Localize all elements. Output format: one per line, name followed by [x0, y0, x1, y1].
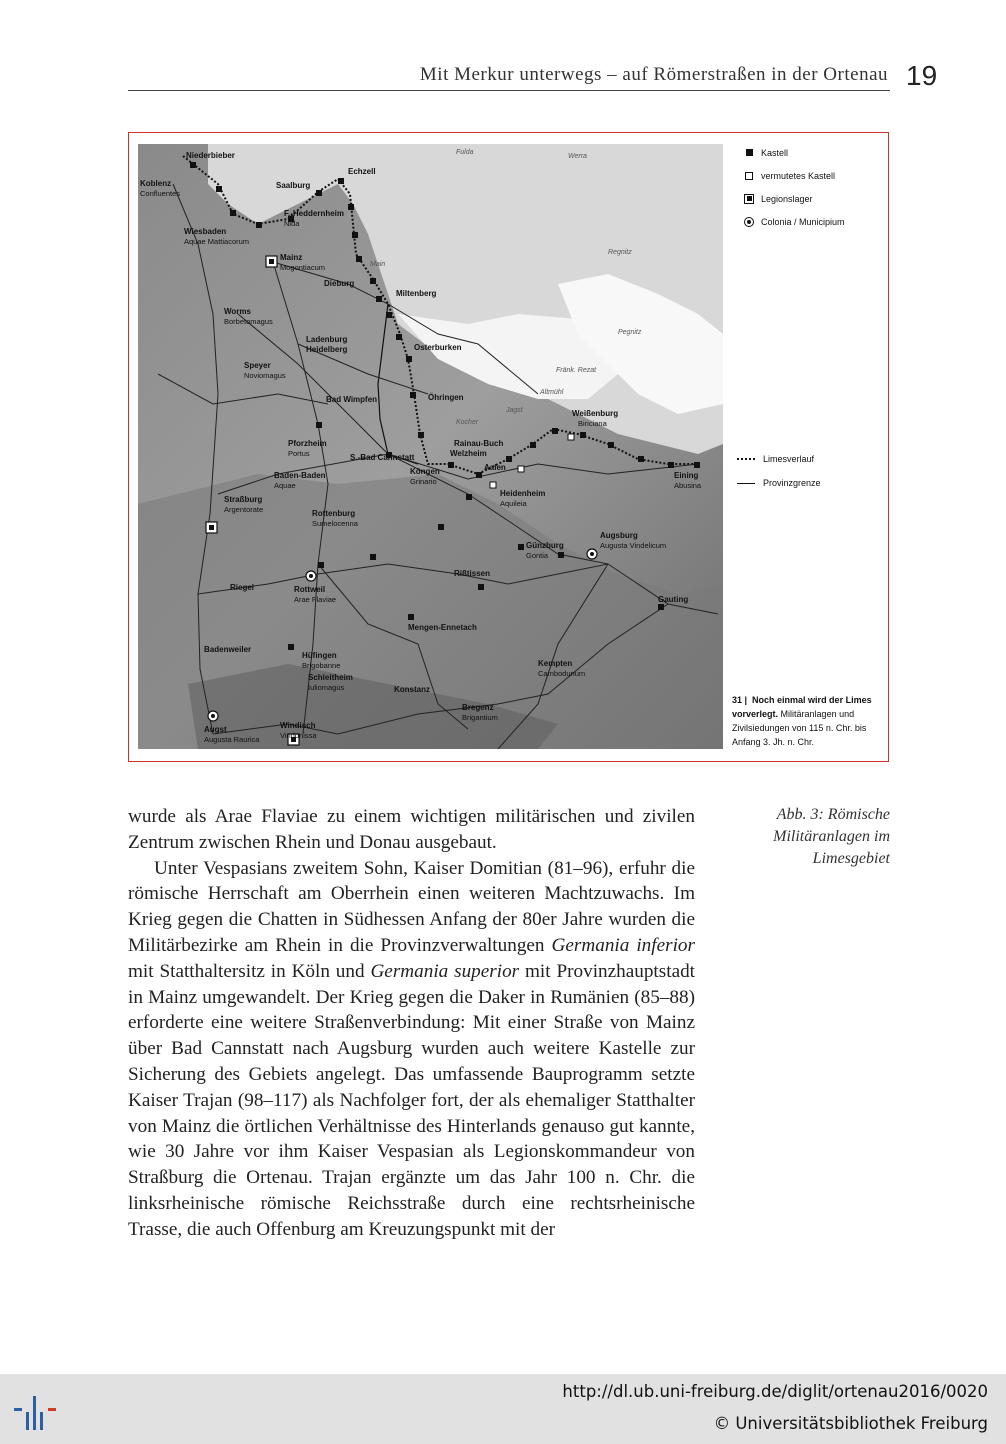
- place-label-latin: Grinario: [410, 477, 437, 486]
- river-label-werra: Werra: [568, 153, 587, 160]
- place-label-latin: Aquae: [274, 481, 296, 490]
- place-label: F.-Heddernheim: [284, 209, 345, 218]
- place-label: S.-Bad Cannstatt: [350, 453, 415, 462]
- legend-item-colonia: [741, 210, 881, 233]
- paragraph-text: mit Provinzhauptstadt in Mainz umgewandelt. Der Krieg gegen die Daker in Rumänien (85–88) erforderte eine weitere Straßenverbindung: Mit einer Straße von Mainz über Bad Cannstatt nach Augsburg wurden auch weitere Kastelle zur Sicherung des Gebiets angelegt. Das umfassende Bauprogramm setzte Kaiser Trajan (98–117) als Nachfolger fort, der als ehemaliger Statthalter von Mainz die örtlichen Verhältnisse des Hinterlands genauso gut kannte, wie 30 Jahre vor ihm Kaiser Vespasian als Legionskommandeur von Straßburg die Ortenau. Trajan ergänzte um das Jahr 100 n. Chr. die linksrheinische römische Reichsstraße durch eine rechtsrheinische Trasse, die auch Offenburg am Kreuzungspunkt mit der: [128, 960, 696, 1240]
- place-label-latin: Aquileia: [500, 499, 527, 508]
- map-figure: [128, 132, 889, 762]
- place-label: Badenweiler: [204, 645, 252, 654]
- river-label-pegnitz: Pegnitz: [618, 329, 642, 336]
- river-label-altmuehl: Altmühl: [540, 389, 564, 396]
- place-label-latin: Mogontiacum: [280, 263, 326, 272]
- river-label-kocher: Kocher: [456, 419, 479, 426]
- ub-freiburg-logo-icon: [12, 1386, 64, 1434]
- side-caption-line: Militäranlagen im: [773, 828, 890, 845]
- place-label: Mainz: [280, 253, 303, 262]
- legend-label: Limesverlauf: [763, 454, 815, 464]
- italic-term: Germania superior: [370, 960, 520, 982]
- place-label-latin: Iuliomagus: [308, 683, 345, 692]
- footer-bar: [0, 1374, 1006, 1444]
- place-label: Rißtissen: [454, 569, 491, 578]
- paragraph-text: mit Statthaltersitz in Köln und: [128, 960, 371, 982]
- place-label-latin: Noviomagus: [244, 371, 286, 380]
- river-label-regnitz: Regnitz: [608, 249, 632, 256]
- river-label-fulda: Fulda: [456, 149, 474, 156]
- legend-item-vermutetes-kastell: [741, 164, 881, 187]
- place-label: Pforzheim: [288, 439, 327, 448]
- map-legend: [741, 141, 881, 233]
- place-label-latin: Aquae Mattiacorum: [184, 237, 250, 246]
- place-label: Wiesbaden: [184, 227, 227, 236]
- open-square-icon: [741, 172, 757, 180]
- filled-square-icon: [741, 149, 757, 156]
- solid-line-icon: [737, 483, 755, 484]
- place-label: Heidenheim: [500, 489, 546, 498]
- place-label: Saalburg: [276, 181, 311, 190]
- place-label-latin: Vindonissa: [280, 731, 317, 740]
- side-caption-line: Limesgebiet: [812, 850, 890, 867]
- place-label: Welzheim: [450, 449, 487, 458]
- place-label: Bad Wimpfen: [326, 395, 378, 404]
- place-label: Weißenburg: [572, 409, 619, 418]
- place-label: Baden-Baden: [274, 471, 326, 480]
- place-label: Ladenburg: [306, 335, 348, 344]
- place-label: Schleitheim: [308, 673, 353, 682]
- legend-item-legionslager: [741, 187, 881, 210]
- place-label-latin: Brigantium: [462, 713, 498, 722]
- place-label: Dieburg: [324, 279, 355, 288]
- legend-label: Legionslager: [761, 193, 813, 204]
- dotted-line-icon: [737, 458, 755, 460]
- legend-item-limesverlauf: [737, 447, 877, 471]
- place-label: Kempten: [538, 659, 573, 668]
- place-label: Echzell: [348, 167, 376, 176]
- place-label: Niederbieber: [186, 151, 235, 160]
- place-label-latin: Sumelocenna: [312, 519, 358, 528]
- place-label: Koblenz: [140, 179, 172, 188]
- legend-label: Provinzgrenze: [763, 478, 821, 488]
- legend-label: Kastell: [761, 147, 789, 158]
- river-label-fraenk-rezat: Fränk. Rezat: [556, 367, 597, 374]
- place-label: Konstanz: [394, 685, 430, 694]
- place-label: Riegel: [230, 583, 255, 592]
- river-label-main: Main: [370, 261, 386, 268]
- place-label: Augsburg: [600, 531, 638, 540]
- italic-term: Germania inferior: [551, 934, 695, 956]
- place-label: Rainau-Buch: [454, 439, 504, 448]
- place-label-latin: Cambodunum: [538, 669, 586, 678]
- place-label-latin: Biriciana: [578, 419, 607, 428]
- place-label: Eining: [674, 471, 699, 480]
- place-label: Straßburg: [224, 495, 263, 504]
- place-label: Augst: [204, 725, 227, 734]
- legend-item-provinzgrenze: [737, 471, 877, 495]
- side-caption: [718, 804, 890, 870]
- place-label-latin: Gontia: [526, 551, 549, 560]
- place-label: Heidelberg: [306, 345, 348, 354]
- place-label-latin: Augusta Raurica: [204, 735, 260, 744]
- place-label: Aalen: [484, 463, 506, 472]
- limes-map: [138, 144, 723, 749]
- place-label: Windisch: [280, 721, 316, 730]
- legend-item-kastell: [741, 141, 881, 164]
- place-label-latin: Abusina: [674, 481, 702, 490]
- river-label-jagst: Jagst: [506, 407, 523, 414]
- map-line-legend: [737, 447, 877, 495]
- running-header-title: Mit Merkur unterwegs – auf Römerstraßen in der Ortenau: [419, 64, 888, 85]
- place-label-latin: Brigobanne: [302, 661, 341, 670]
- place-label: Bregenz: [462, 703, 494, 712]
- side-caption-line: Abb. 3: Römische: [776, 806, 890, 823]
- place-label: Worms: [224, 307, 251, 316]
- boxed-square-icon: [741, 194, 757, 204]
- legend-label: vermutetes Kastell: [761, 170, 836, 181]
- figure-caption-text: Militäranlagen und Zivilsiedungen von 115 n. Chr. bis Anfang 3. Jh. n. Chr.: [732, 709, 867, 747]
- place-label: Miltenberg: [396, 289, 437, 298]
- place-label: Öhringen: [428, 393, 464, 402]
- footer-url-link[interactable]: http://dl.ub.uni-freiburg.de/diglit/ortenau2016/0020: [562, 1382, 988, 1401]
- footer-copyright: © Universitätsbibliothek Freiburg: [713, 1414, 988, 1433]
- page-number: 19: [906, 60, 938, 91]
- place-label-latin: Borbetomagus: [224, 317, 273, 326]
- paragraph-text: Unter Vespasians zweitem Sohn, Kaiser Domitian (81–96), erfuhr die römische Herrschaft am Oberrhein einen weiteren Machtzuwachs. Im Krieg gegen die Chatten in Südhessen Anfang der 80er Jahre wurden die Militärbezirke am Rhein in die Provinzverwaltungen: [128, 857, 695, 956]
- place-label-latin: Arae Flaviae: [294, 595, 337, 604]
- figure-caption-number: 31 |: [732, 695, 748, 705]
- figure-caption-bold: Noch einmal wird der Limes vorverlegt.: [732, 695, 872, 719]
- place-label-latin: Nida: [284, 219, 300, 228]
- place-label-latin: Portus: [288, 449, 310, 458]
- place-label: Günzburg: [526, 541, 564, 550]
- place-label: Rottenburg: [312, 509, 356, 518]
- place-label-latin: Confluentes: [140, 189, 181, 198]
- place-label: Osterburken: [414, 343, 462, 352]
- place-label: Rottweil: [294, 585, 326, 594]
- place-label: Hüfingen: [302, 651, 337, 660]
- place-label-latin: Augusta Vindelicum: [600, 541, 667, 550]
- circle-dot-icon: [741, 217, 757, 227]
- place-label-latin: Argentorate: [224, 505, 264, 514]
- place-label: Mengen-Ennetach: [408, 623, 477, 632]
- figure-caption: [732, 693, 882, 749]
- paragraph: [128, 856, 695, 1243]
- running-header: [128, 62, 890, 91]
- body-text: [128, 804, 695, 1243]
- paragraph: wurde als Arae Flaviae zu einem wichtigen militärischen und zivilen Zentrum zwischen Rhein und Donau ausgebaut.: [128, 806, 695, 853]
- legend-label: Colonia / Municipium: [761, 216, 845, 227]
- place-label: Gauting: [658, 595, 689, 604]
- place-label: Köngen: [410, 467, 440, 476]
- place-label: Speyer: [244, 361, 271, 370]
